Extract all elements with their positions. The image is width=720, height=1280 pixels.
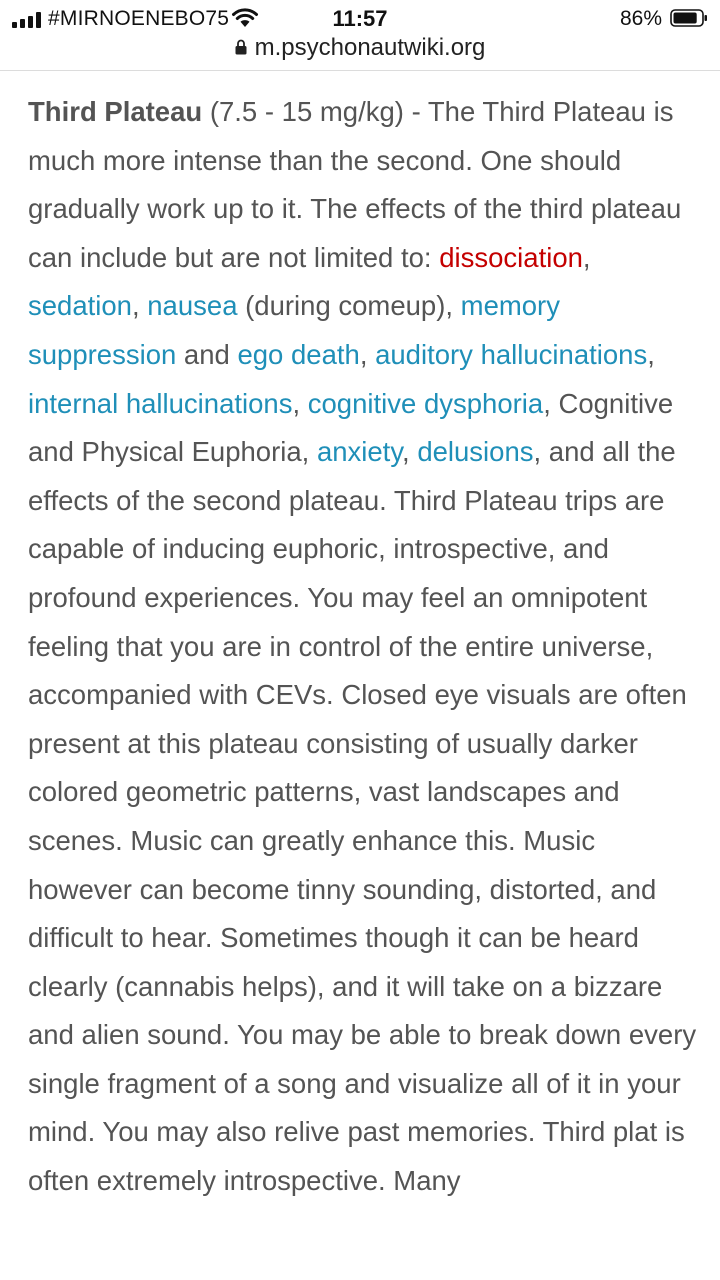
text-segment: ,: [647, 338, 655, 370]
term-heading: Third Plateau: [28, 96, 203, 127]
link-memory-suppression[interactable]: memory suppression: [28, 290, 560, 370]
battery-fill: [674, 13, 697, 24]
link-internal-hallucinations[interactable]: internal hallucinations: [28, 387, 293, 419]
url-text: m.psychonautwiki.org: [254, 34, 486, 61]
third-plateau-paragraph: [28, 88, 700, 1206]
link-anxiety[interactable]: anxiety: [316, 436, 403, 468]
text-segment: , Cognitive and Physical Euphoria,: [28, 387, 674, 468]
text-segment: and: [176, 338, 238, 370]
status-bar: [0, 0, 720, 36]
link-ego-death[interactable]: ego death: [237, 338, 360, 370]
address-bar[interactable]: [0, 34, 720, 62]
link-nausea[interactable]: nausea: [147, 290, 238, 322]
battery-percent: 86%: [619, 7, 662, 30]
link-sedation[interactable]: sedation: [28, 290, 132, 322]
text-segment: ,: [402, 436, 418, 468]
text-segment: (during comeup),: [237, 290, 461, 322]
link-dissociation[interactable]: dissociation: [439, 241, 583, 273]
link-auditory-hallucinations[interactable]: auditory hallucinations: [375, 338, 648, 370]
text-segment: ,: [582, 241, 591, 273]
link-delusions[interactable]: delusions: [417, 436, 534, 468]
link-cognitive-dysphoria[interactable]: cognitive dysphoria: [307, 387, 544, 419]
article-content: [28, 88, 700, 1206]
text-segment: ,: [292, 387, 308, 419]
text-segment: ,: [131, 290, 148, 322]
battery-icon: [670, 9, 708, 27]
lock-icon: [235, 39, 247, 55]
clock: 11:57: [332, 6, 388, 31]
text-segment: ,: [359, 338, 376, 370]
text-segment: , and all the effects of the second plateau. Third Plateau trips are capable of inducing euphoric, introspective, and profound experiences. You may feel an omnipotent feeling that you are in control of the entire universe, accompanied with CEVs. Closed eye visuals are often present at this plateau consisting of usually darker colored geometric patterns, vast landscapes and scenes. Music can greatly enhance this. Music however can become tinny sounding, distorted, and difficult to hear. Sometimes though it can be heard clearly (cannabis helps), and it will take on a bizzare and alien sound. You may be able to break down every single fragment of a song and visualize all of it in your mind. You may also relive past memories. Third plat is often extremely introspective. Many: [28, 436, 697, 1197]
text-segment: (7.5 - 15 mg/kg) - The Third Plateau is much more intense than the second. One should gradually work up to it. The effects of the third plateau can include but are not limited to:: [28, 96, 682, 273]
carrier-name: #MIRNOENEBO75: [48, 7, 230, 30]
divider: [0, 70, 720, 71]
